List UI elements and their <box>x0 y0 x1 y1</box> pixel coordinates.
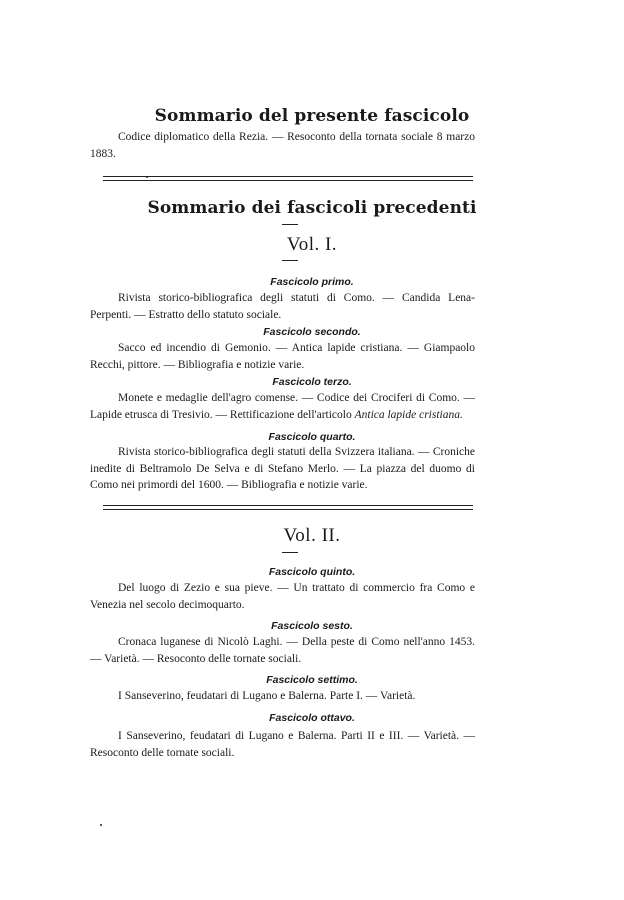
fascicolo-text: I Sanseverino, feudatari di Lugano e Balerna. Parti II e III. — Varietà. — Resoconto delle tornate sociali. <box>90 730 475 759</box>
fascicolo-text: Cronaca luganese di Nicolò Laghi. — Della peste di Como nell'anno 1453. — Varietà. — Resoconto delle tornate sociali. <box>90 636 475 665</box>
fascicolo-heading: Fascicolo terzo. <box>272 376 352 388</box>
fascicolo-heading: Fascicolo sesto. <box>271 620 353 632</box>
fascicolo-text: Rivista storico-bibliografica degli statuti di Como. — Candida Lena-Perpenti. — Estratto dello statuto sociale. <box>90 292 475 321</box>
previous-summary-title: Sommario dei fascicoli precedenti <box>147 198 477 218</box>
scan-speck <box>146 176 148 178</box>
fascicolo-text: Sacco ed incendio di Gemonio. — Antica lapide cristiana. — Giampaolo Recchi, pittore. — Bibliografia e notizie varie. <box>90 342 475 371</box>
present-summary-title: Sommario del presente fascicolo <box>154 106 470 126</box>
fascicolo-text: I Sanseverino, feudatari di Lugano e Balerna. Parte I. — Varietà. <box>118 690 416 702</box>
fascicolo-heading: Fascicolo secondo. <box>263 326 361 338</box>
fascicolo-heading: Fascicolo settimo. <box>266 674 358 686</box>
present-summary-text: Codice diplomatico della Rezia. — Resoconto della tornata sociale 8 marzo 1883. <box>90 131 475 160</box>
scan-speck <box>100 824 102 826</box>
fascicolo-text: Monete e medaglie dell'agro comense. — Codice dei Crociferi di Como. — Lapide etrusca di Tresivio. — Rettificazione dell'articolo Antica lapide cristiana. <box>90 392 475 421</box>
volume-dash <box>282 260 298 261</box>
volume-heading-vol-2: Vol. II. <box>283 525 341 546</box>
fascicolo-text: Del luogo di Zezio e sua pieve. — Un trattato di commercio fra Como e Venezia nel secolo decimoquarto. <box>90 582 475 611</box>
section-divider-middle <box>103 505 473 510</box>
fascicolo-text: Rivista storico-bibliografica degli statuti della Svizzera italiana. — Croniche inedite di Beltramolo De Selva e di Stefano Merlo. — La piazza del duomo di Como nei primordi del 1600. — Bibliografia e notizie varie. <box>90 446 475 491</box>
section-divider-top <box>103 176 473 181</box>
fascicolo-heading: Fascicolo ottavo. <box>269 712 355 724</box>
fascicolo-heading: Fascicolo quinto. <box>268 566 356 578</box>
volume-dash <box>282 552 298 553</box>
fascicolo-heading: Fascicolo primo. <box>270 276 354 288</box>
fascicolo-heading: Fascicolo quarto. <box>268 431 356 443</box>
title-dash <box>282 224 298 225</box>
volume-heading-vol-1: Vol. I. <box>286 234 338 255</box>
